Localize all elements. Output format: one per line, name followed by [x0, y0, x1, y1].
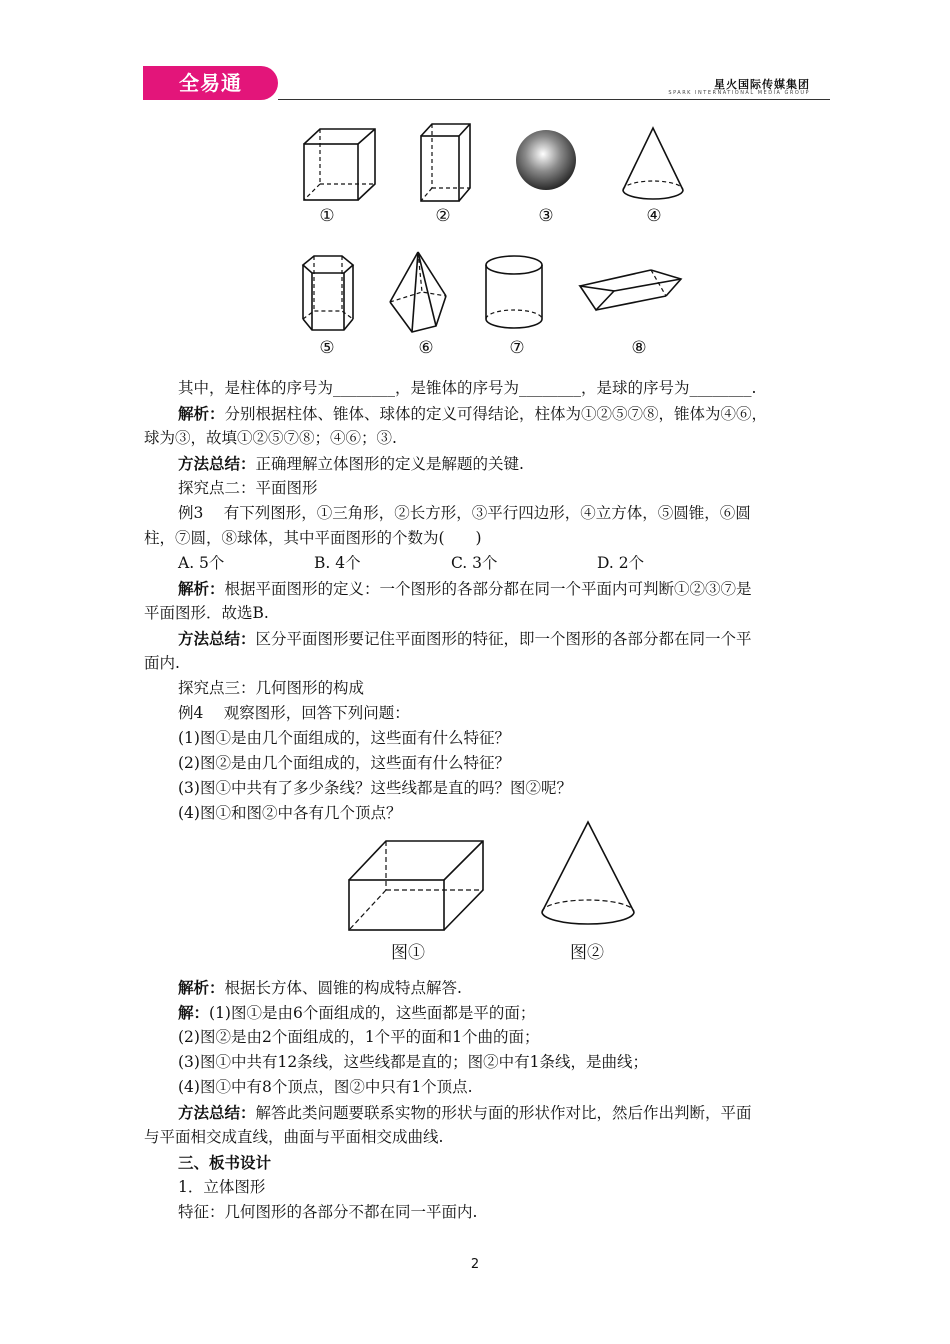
method-summary-3-cont: 与平面相交成直线，曲面与平面相交成曲线.: [144, 1128, 444, 1146]
figure-pyramid: [388, 250, 450, 336]
example4-intro: 例4 观察图形，回答下列问题：: [178, 704, 410, 722]
figure-hexagonal-prism: [300, 253, 358, 335]
example4-q2: (2)图②是由几个面组成的，这些面有什么特征？: [178, 754, 510, 772]
example3-line-1: 例3 有下列图形，①三角形，②长方形，③平行四边形，④立方体，⑤圆锥，⑥圆: [178, 504, 751, 522]
method-label: 方法总结：: [178, 1103, 256, 1122]
example4-q4: (4)图①和图②中各有几个顶点？: [178, 804, 402, 822]
board-item-1: 1．立体图形: [178, 1178, 266, 1196]
publisher-name-en: SPARK INTERNATIONAL MEDIA GROUP: [668, 90, 810, 96]
method-label: 方法总结：: [178, 629, 256, 648]
analysis-label: 解析：: [178, 579, 225, 598]
analysis-label: 解析：: [178, 978, 225, 997]
figure-label-8: ⑧: [631, 338, 647, 358]
answer-line-4: (4)图①中有8个顶点，图②中只有1个顶点.: [178, 1078, 473, 1096]
analysis4-line: [178, 975, 462, 1001]
board-feature: 特征：几何图形的各部分不都在同一平面内.: [178, 1203, 478, 1221]
figure-prism-tall: [418, 122, 473, 204]
figure-sphere: [514, 128, 578, 192]
answer-line-1: [178, 1000, 535, 1026]
page-number: 2: [470, 1257, 480, 1272]
analysis-text: 根据长方体、圆锥的构成特点解答.: [224, 979, 462, 997]
option-a: A. 5个: [178, 554, 225, 572]
example3-line-2: 柱，⑦圆，⑧球体，其中平面图形的个数为( ): [144, 529, 482, 547]
publisher-name: 星火国际传媒集团: [714, 78, 810, 91]
option-c: C. 3个: [451, 554, 498, 572]
analysis-line-1: [178, 401, 767, 427]
analysis3-line-2: 平面图形．故选B.: [144, 604, 269, 622]
figure-label-3: ③: [538, 206, 554, 226]
answer-label: 解：: [178, 1003, 210, 1022]
method-text: 正确理解立体图形的定义是解题的关键.: [255, 455, 524, 473]
figure-cone-large: [538, 818, 638, 928]
figure-label-example4-1: 图①: [391, 943, 425, 963]
method-text: 区分平面图形要记住平面图形的特征，即一个图形的各部分都在同一个平: [255, 630, 752, 648]
method-summary-3: [178, 1100, 752, 1126]
analysis3-line-1: [178, 576, 752, 602]
header-divider: [278, 99, 830, 100]
figure-cuboid-large: [346, 838, 486, 933]
method-summary-1: [178, 451, 524, 477]
answer-text: (1)图①是由6个面组成的，这些面都是平的面；: [209, 1004, 536, 1022]
brand-logo: 全易通: [143, 66, 278, 100]
section-heading-board: 三、板书设计: [178, 1153, 272, 1172]
section-heading-3: 探究点三：几何图形的构成: [178, 679, 365, 697]
figure-cube: [300, 124, 380, 204]
figure-label-1: ①: [319, 206, 335, 226]
figure-label-7: ⑦: [509, 338, 525, 358]
method-text: 解答此类问题要联系实物的形状与面的形状作对比，然后作出判断，平面: [255, 1104, 752, 1122]
figure-triangular-prism: [578, 266, 684, 316]
figure-label-4: ④: [646, 206, 662, 226]
method-summary-2: [178, 626, 752, 652]
method-summary-2-cont: 面内.: [144, 654, 180, 672]
figure-label-example4-2: 图②: [570, 943, 604, 963]
answer-line-3: (3)图①中共有12条线，这些线都是直的；图②中有1条线，是曲线；: [178, 1053, 649, 1071]
example4-q1: (1)图①是由几个面组成的，这些面有什么特征？: [178, 729, 510, 747]
analysis-text: 分别根据柱体、锥体、球体的定义可得结论，柱体为①②⑤⑦⑧，锥体为④⑥，: [224, 405, 768, 423]
method-label: 方法总结：: [178, 454, 256, 473]
answer-line-2: (2)图②是由2个面组成的，1个平的面和1个曲的面；: [178, 1028, 540, 1046]
analysis-line-2: 球为③，故填①②⑤⑦⑧；④⑥；③.: [144, 429, 397, 447]
figure-cylinder: [483, 253, 547, 333]
section-heading-2: 探究点二：平面图形: [178, 479, 318, 497]
figure-label-5: ⑤: [319, 338, 335, 358]
option-b: B. 4个: [314, 554, 361, 572]
option-d: D. 2个: [597, 554, 645, 572]
example4-q3: (3)图①中共有了多少条线？这些线都是直的吗？图②呢？: [178, 779, 572, 797]
analysis-text: 根据平面图形的定义：一个图形的各部分都在同一个平面内可判断①②③⑦是: [224, 580, 752, 598]
figure-label-6: ⑥: [418, 338, 434, 358]
question-line: 其中，是柱体的序号为________，是锥体的序号为________，是球的序号为________.: [178, 379, 757, 397]
figure-cone-small: [620, 124, 690, 204]
analysis-label: 解析：: [178, 404, 225, 423]
figure-label-2: ②: [435, 206, 451, 226]
